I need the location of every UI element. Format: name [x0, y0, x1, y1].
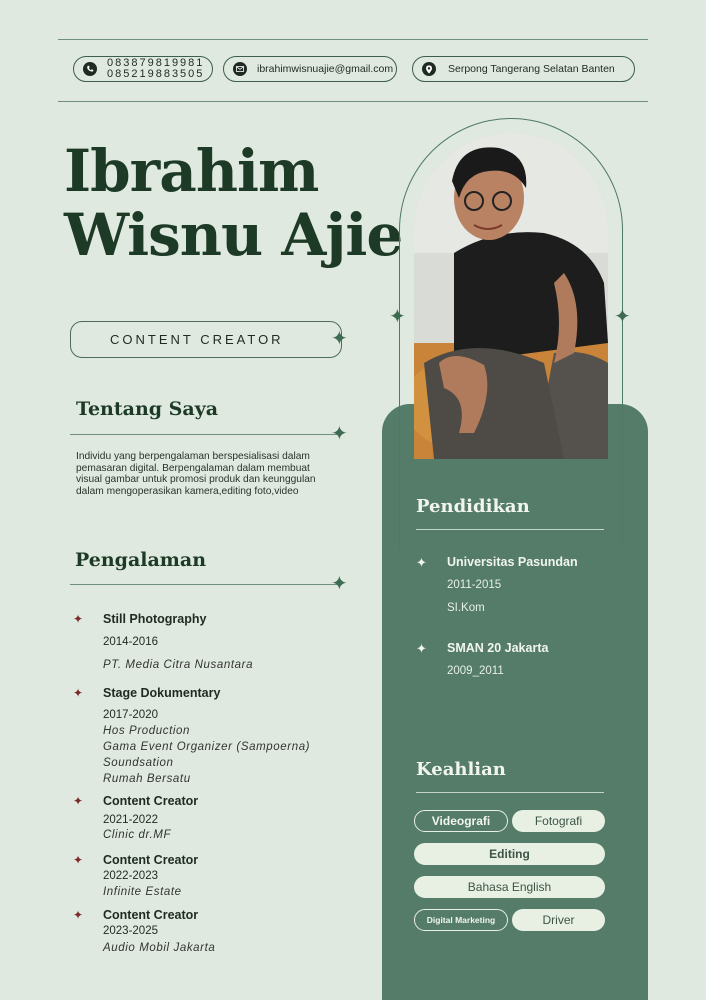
experience-title-text: Content Creator: [103, 853, 199, 867]
address-text: Serpong Tangerang Selatan Banten: [448, 63, 615, 75]
profile-photo: [414, 133, 608, 459]
experience-title-text: Content Creator: [103, 908, 199, 922]
role-badge: CONTENT CREATOR: [70, 321, 342, 358]
experience-detail: Infinite Estate: [103, 886, 182, 898]
experience-title-text: Stage Dokumentary: [103, 686, 221, 700]
experience-title: Pengalaman: [75, 549, 207, 571]
experience-years: 2021-2022: [103, 814, 158, 826]
education-title: Pendidikan: [416, 496, 530, 517]
experience-years: 2022-2023: [103, 870, 158, 882]
experience-detail: Rumah Bersatu: [103, 773, 191, 785]
skill-chip: Editing: [414, 843, 605, 865]
about-title: Tentang Saya: [76, 398, 219, 420]
address-pill[interactable]: [412, 56, 635, 82]
sparkle-icon: ✦: [73, 908, 84, 922]
about-divider: [70, 434, 338, 435]
phone-number-2: 085219883505: [107, 68, 205, 80]
experience-years: 2017-2020: [103, 709, 158, 721]
phone-icon: [83, 62, 97, 76]
education-years: 2009_2011: [447, 665, 504, 677]
skill-chip: Driver: [512, 909, 605, 931]
first-name: Ibrahim: [64, 137, 319, 205]
sparkle-icon: ✦: [331, 423, 348, 445]
location-pin-icon: [422, 62, 436, 76]
top-divider: [58, 39, 648, 40]
skill-chip: Videografi: [414, 810, 508, 832]
education-degree: SI.Kom: [447, 602, 485, 614]
phone-pill[interactable]: [73, 56, 213, 82]
experience-detail: Gama Event Organizer (Sampoerna): [103, 741, 311, 753]
contact-divider: [58, 101, 648, 102]
sparkle-icon: ✦: [73, 686, 84, 700]
experience-detail: Hos Production: [103, 725, 191, 737]
mail-icon: [233, 62, 247, 76]
education-school: SMAN 20 Jakarta: [447, 641, 549, 655]
experience-detail: PT. Media Citra Nusantara: [103, 659, 254, 671]
sparkle-icon: ✦: [416, 555, 427, 570]
sparkle-icon: ✦: [389, 306, 406, 328]
experience-divider: [70, 584, 338, 585]
skills-divider: [416, 792, 604, 793]
experience-title-text: Content Creator: [103, 794, 199, 808]
sparkle-icon: ✦: [614, 306, 631, 328]
skill-chip: Bahasa English: [414, 876, 605, 898]
experience-detail: Soundsation: [103, 757, 174, 769]
phone-numbers: [107, 58, 204, 80]
sparkle-icon: ✦: [331, 328, 348, 350]
sparkle-icon: ✦: [73, 612, 84, 626]
experience-detail: Audio Mobil Jakarta: [103, 942, 216, 954]
experience-title-text: Still Photography: [103, 612, 207, 626]
experience-years: 2014-2016: [103, 636, 158, 648]
education-years: 2011-2015: [447, 579, 502, 591]
experience-years: 2023-2025: [103, 925, 158, 937]
email-pill[interactable]: [223, 56, 397, 82]
skill-chip: Fotografi: [512, 810, 605, 832]
sparkle-icon: ✦: [416, 641, 427, 656]
sparkle-icon: ✦: [331, 573, 348, 595]
sparkle-icon: ✦: [73, 794, 84, 808]
education-divider: [416, 529, 604, 530]
phone-number-1: 083879819981: [107, 57, 205, 69]
skill-chip: Digital Marketing: [414, 909, 508, 931]
education-school: Universitas Pasundan: [447, 555, 578, 569]
about-text: Individu yang berpengalaman berspesialisasi dalam pemasaran digital. Berpengalaman dalam membuat visual gambar untuk promosi produk dan keunggulan dalam mengoperasikan kamera,editing foto,video: [76, 451, 316, 497]
email-text: ibrahimwisnuajie@gmail.com: [257, 63, 394, 75]
experience-detail: Clinic dr.MF: [103, 829, 172, 841]
sparkle-icon: ✦: [73, 853, 84, 867]
skills-title: Keahlian: [416, 759, 506, 780]
last-name: Wisnu Ajie: [64, 201, 403, 269]
